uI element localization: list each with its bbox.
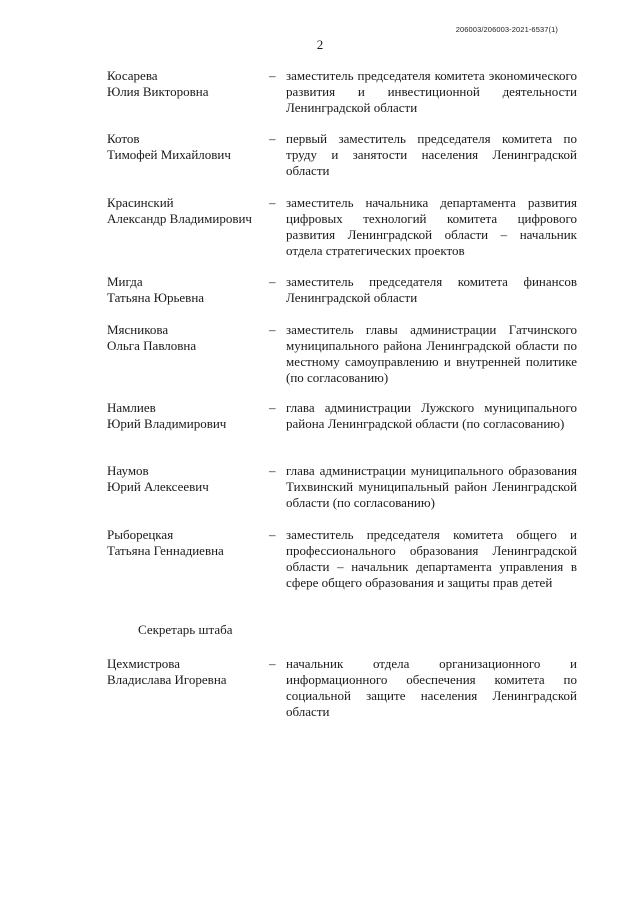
member-given-name: Владислава Игоревна	[107, 672, 227, 687]
member-role: заместитель главы администрации Гатчинского муниципального района Ленинградской области по местному самоуправлению и внутренней политике (по согласованию)	[286, 322, 577, 385]
member-role: глава администрации Лужского муниципального района Ленинградской области (по согласованию)	[286, 400, 577, 431]
member-role: заместитель председателя комитета финансов Ленинградской области	[286, 274, 577, 305]
dash-separator: –	[269, 131, 276, 146]
member-role: первый заместитель председателя комитета по труду и занятости населения Ленинградской области	[286, 131, 577, 178]
member-given-name: Юрий Владимирович	[107, 416, 227, 431]
dash-separator: –	[269, 527, 276, 542]
dash-separator: –	[269, 68, 276, 83]
page-number: 2	[316, 37, 324, 52]
member-role: заместитель начальника департамента развития цифровых технологий комитета цифрового развития Ленинградской области – начальник отдела стратегических проектов	[286, 195, 577, 258]
member-surname: Котов	[107, 131, 140, 146]
member-name	[107, 131, 272, 163]
dash-separator: –	[269, 463, 276, 478]
member-name	[107, 656, 272, 688]
dash-separator: –	[269, 400, 276, 415]
member-role: начальник отдела организационного и информационного обеспечения комитета по социальной защите населения Ленинградской области	[286, 656, 577, 719]
member-name	[107, 400, 272, 432]
dash-separator: –	[269, 274, 276, 289]
member-name	[107, 463, 272, 495]
member-name	[107, 527, 272, 559]
member-surname: Рыборецкая	[107, 527, 174, 542]
member-surname: Косарева	[107, 68, 158, 83]
member-surname: Наумов	[107, 463, 149, 478]
member-surname: Мясникова	[107, 322, 169, 337]
dash-separator: –	[269, 322, 276, 337]
member-name	[107, 274, 272, 306]
member-name	[107, 322, 272, 354]
member-name	[107, 195, 272, 227]
dash-separator: –	[269, 195, 276, 210]
member-name	[107, 68, 272, 100]
member-given-name: Юрий Алексеевич	[107, 479, 209, 494]
document-id: 206003/206003-2021-6537(1)	[455, 25, 558, 34]
member-role: заместитель председателя комитета общего и профессионального образования Ленинградской области – начальник департамента управления в сфере общего образования и защиты прав детей	[286, 527, 577, 590]
member-given-name: Юлия Викторовна	[107, 84, 209, 99]
secretary-section-heading: Секретарь штаба	[138, 622, 233, 637]
member-given-name: Татьяна Геннадиевна	[107, 543, 224, 558]
member-surname: Красинский	[107, 195, 174, 210]
member-given-name: Тимофей Михайлович	[107, 147, 231, 162]
member-given-name: Александр Владимирович	[107, 211, 252, 226]
member-surname: Цехмистрова	[107, 656, 181, 671]
member-given-name: Татьяна Юрьевна	[107, 290, 205, 305]
member-surname: Намлиев	[107, 400, 156, 415]
member-role: глава администрации муниципального образования Тихвинский муниципальный район Ленинградской области (по согласованию)	[286, 463, 577, 510]
dash-separator: –	[269, 656, 276, 671]
member-given-name: Ольга Павловна	[107, 338, 197, 353]
member-surname: Мигда	[107, 274, 143, 289]
member-role: заместитель председателя комитета экономического развития и инвестиционной деятельности Ленинградской области	[286, 68, 577, 115]
